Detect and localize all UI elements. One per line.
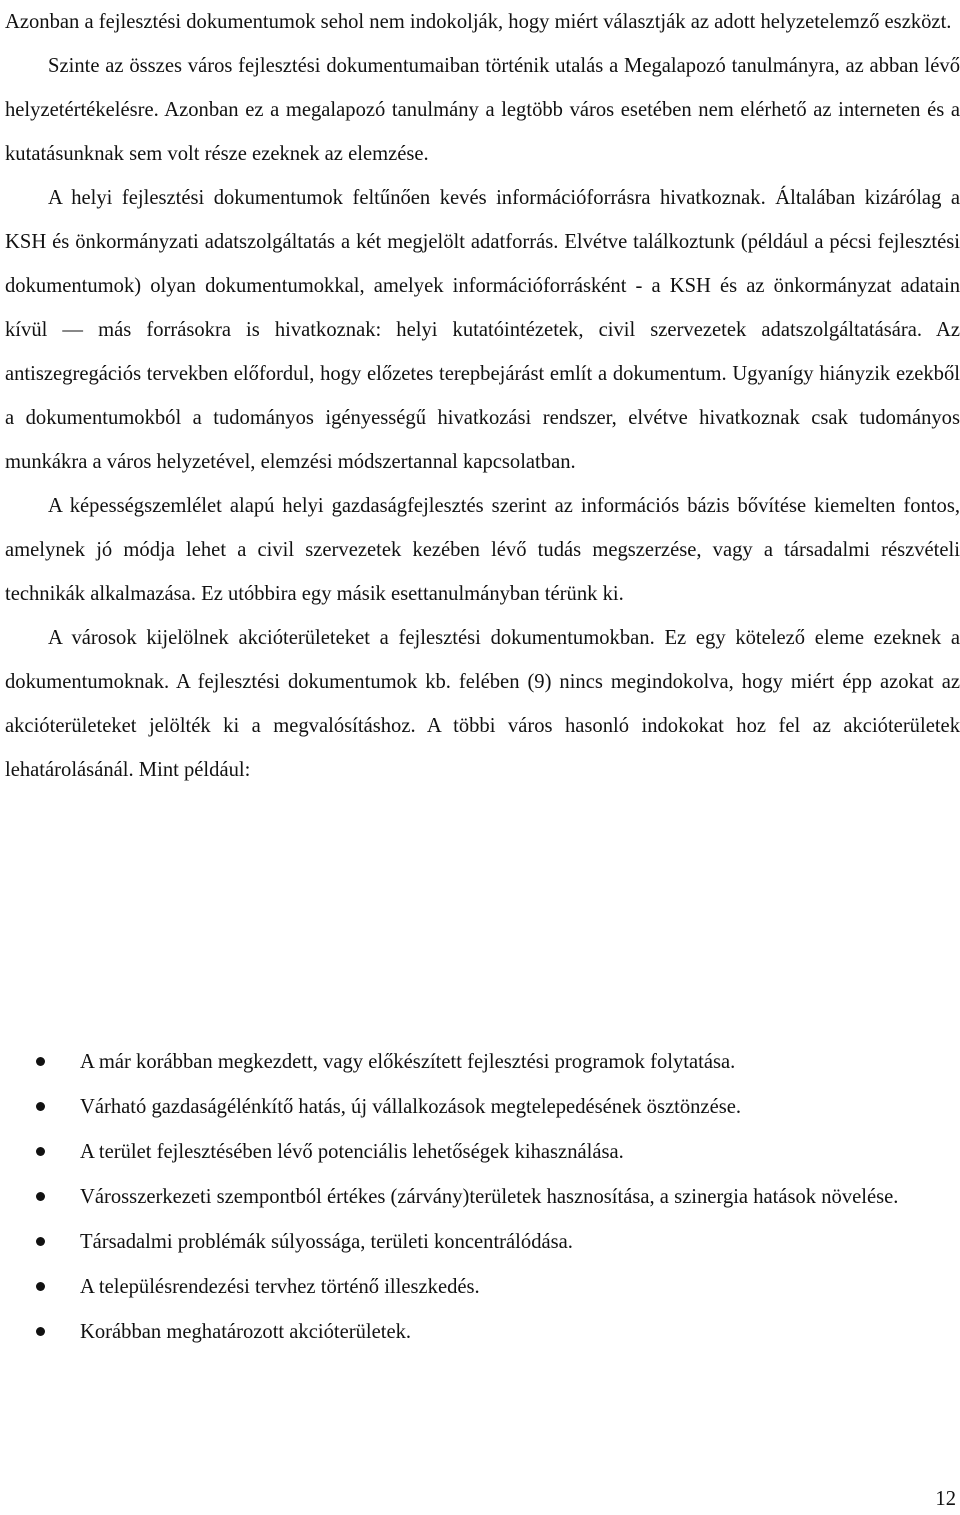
paragraph-5: A városok kijelölnek akcióterületeket a fejlesztési dokumentumokban. Ez egy kötelező eleme ezeknek a dokumentumoknak. A fejlesztési dokumentumok kb. felében (9) nincs megindokolva, hogy miért épp azokat az akcióterületeket jelölték ki a megvalósításhoz. A többi város hasonló indokokat hoz fel az akcióterületek lehatárolásánál. Mint például:	[5, 627, 960, 781]
list-item	[30, 1130, 960, 1174]
paragraph-1: Azonban a fejlesztési dokumentumok sehol nem indokolják, hogy miért választják az adott helyzetelemző eszközt.	[5, 11, 952, 33]
list-item-text: A már korábban megkezdett, vagy előkészített fejlesztési programok folytatása.	[80, 1051, 736, 1073]
bullet-icon	[36, 1102, 45, 1111]
list-item	[30, 1175, 960, 1219]
bullet-icon	[36, 1192, 45, 1201]
list-item	[30, 1310, 960, 1354]
list-item	[30, 1085, 960, 1129]
list-item	[30, 1220, 960, 1264]
document-page	[5, 0, 960, 792]
list-item-text: Várható gazdaságélénkítő hatás, új vállalkozások megtelepedésének ösztönzése.	[80, 1096, 742, 1118]
paragraph-2: Szinte az összes város fejlesztési dokumentumaiban történik utalás a Megalapozó tanulmányra, az abban lévő helyzetértékelésre. Azonban ez a megalapozó tanulmány a legtöbb város esetében nem elérhető az interneten és a kutatásunknak sem volt része ezeknek az elemzése.	[5, 55, 960, 165]
paragraph-3: A helyi fejlesztési dokumentumok feltűnően kevés információforrásra hivatkoznak. Általában kizárólag a KSH és önkormányzati adatszolgáltatás a két megjelölt adatforrás. Elvétve találkoztunk (például a pécsi fejlesztési dokumentumok) olyan dokumentumokkal, amelyek információforrásként - a KSH és az önkormányzat adatain kívül — más forrásokra is hivatkoznak: helyi kutatóintézetek, civil szervezetek adatszolgáltatására. Az antiszegregációs tervekben előfordul, hogy előzetes terepbejárást említ a dokumentum. Ugyanígy hiányzik ezekből a dokumentumokból a tudományos igényességű hivatkozási rendszer, elvétve hivatkoznak csak tudományos munkákra a város helyzetével, elemzési módszertannal kapcsolatban.	[5, 187, 960, 473]
bullet-icon	[36, 1237, 45, 1246]
bullet-list	[30, 1040, 960, 1355]
list-item-text: Városszerkezeti szempontból értékes (zárvány)területek hasznosítása, a szinergia hatások növelése.	[80, 1186, 899, 1208]
page-number: 12	[935, 1488, 956, 1510]
list-item-text: A terület fejlesztésében lévő potenciális lehetőségek kihasználása.	[80, 1141, 624, 1163]
bullet-icon	[36, 1057, 45, 1066]
list-item-text: Korábban meghatározott akcióterületek.	[80, 1321, 412, 1343]
list-item-text: A településrendezési tervhez történő illeszkedés.	[80, 1276, 480, 1298]
paragraph-4: A képességszemlélet alapú helyi gazdaságfejlesztés szerint az információs bázis bővítése kiemelten fontos, amelynek jó módja lehet a civil szervezetek kezében lévő tudás megszerzése, vagy a társadalmi részvételi technikák alkalmazása. Ez utóbbira egy másik esettanulmányban térünk ki.	[5, 495, 960, 605]
bullet-icon	[36, 1282, 45, 1291]
list-item	[30, 1040, 960, 1084]
list-item-text: Társadalmi problémák súlyossága, területi koncentrálódása.	[80, 1231, 573, 1253]
bullet-icon	[36, 1327, 45, 1336]
list-item	[30, 1265, 960, 1309]
bullet-icon	[36, 1147, 45, 1156]
